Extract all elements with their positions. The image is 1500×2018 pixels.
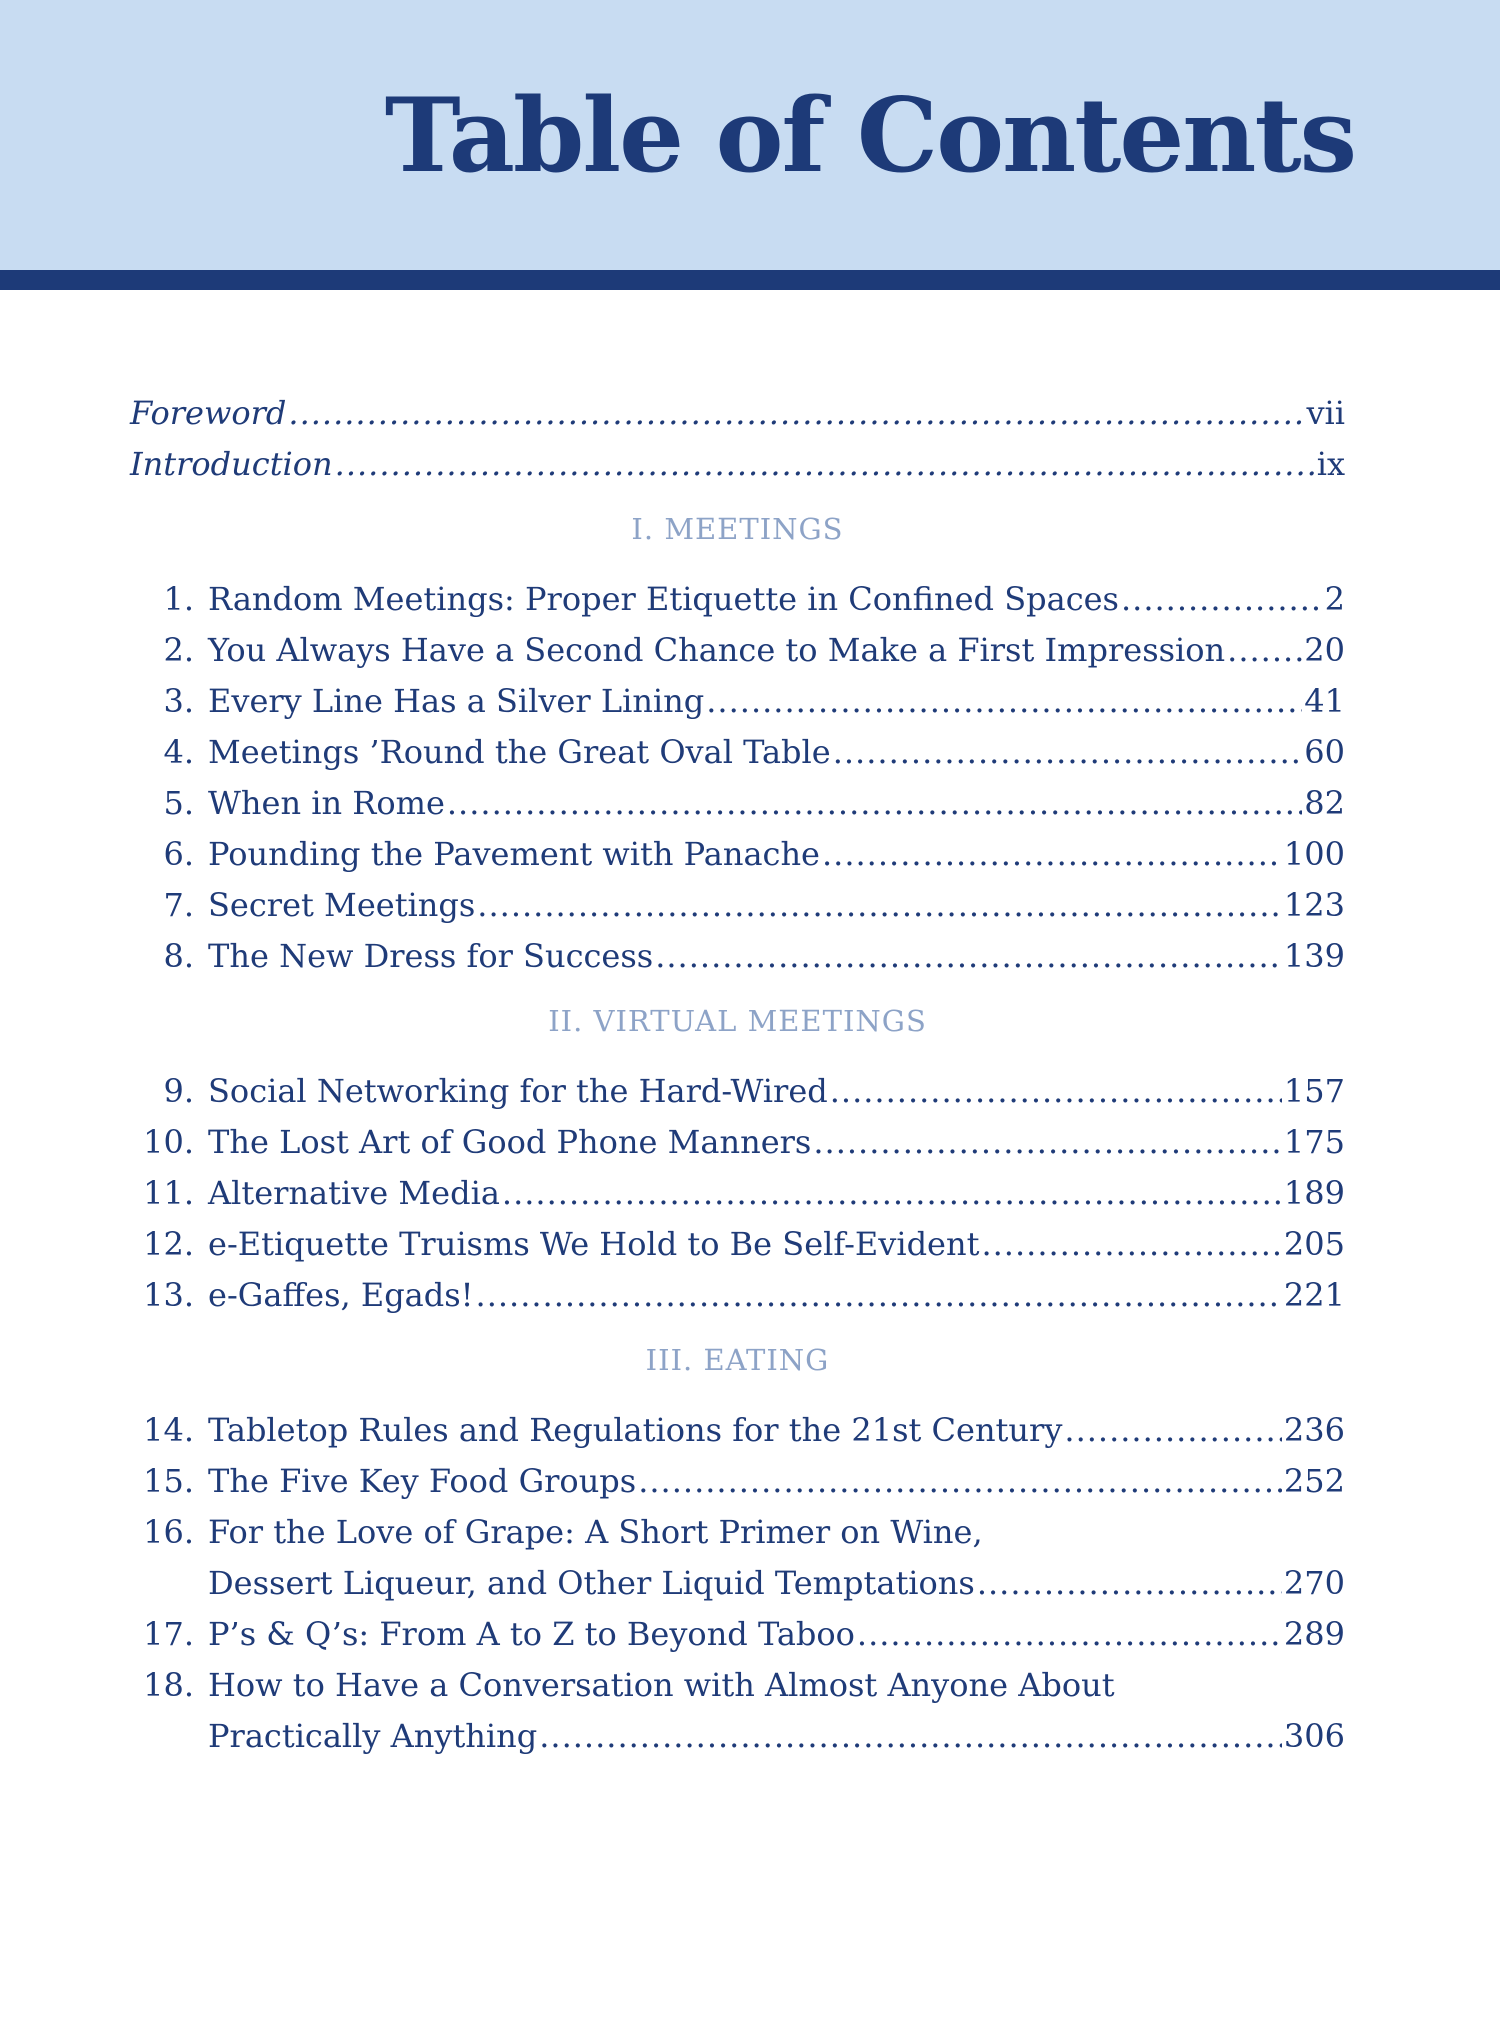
entry-page: 236: [1283, 1411, 1345, 1449]
entry-page: 100: [1283, 835, 1345, 873]
dot-leader: [813, 1117, 1282, 1168]
toc-entry-foreword[interactable]: [130, 388, 1345, 439]
toc-entry-10[interactable]: [130, 1117, 1345, 1168]
dot-leader: [476, 1270, 1282, 1321]
toc-entry-14[interactable]: [130, 1405, 1345, 1456]
entry-page: 205: [1283, 1225, 1345, 1263]
entry-title: e-Etiquette Truisms We Hold to Be Self-Evident: [208, 1225, 980, 1263]
toc-entry-16-continued[interactable]: [130, 1558, 1345, 1609]
entry-title: The New Dress for Success: [208, 937, 654, 975]
entry-title: Pounding the Pavement with Panache: [208, 835, 820, 873]
entry-title: e-Gaffes, Egads!: [208, 1276, 474, 1314]
entry-page: ix: [1316, 445, 1345, 483]
entry-number: 18.: [143, 1666, 194, 1704]
dot-leader: [447, 778, 1302, 829]
entry-title: Secret Meetings: [208, 886, 476, 924]
dot-leader: [1121, 574, 1323, 625]
dot-leader: [477, 880, 1282, 931]
entry-title: Foreword: [130, 394, 287, 432]
dot-leader: [822, 829, 1282, 880]
dot-leader: [981, 1219, 1281, 1270]
dot-leader: [1227, 625, 1302, 676]
entry-number: 4.: [163, 733, 194, 771]
dot-leader: [288, 388, 1304, 439]
toc-entry-1[interactable]: [130, 574, 1345, 625]
toc-entry-introduction[interactable]: [130, 439, 1345, 490]
entry-page: 20: [1304, 631, 1345, 669]
header-band: [0, 0, 1500, 270]
entry-title: For the Love of Grape: A Short Primer on Wine,: [208, 1513, 983, 1551]
entry-title: When in Rome: [208, 784, 445, 822]
toc-entry-12[interactable]: [130, 1219, 1345, 1270]
entry-number: 7.: [163, 886, 194, 924]
entry-number: 9.: [163, 1072, 194, 1110]
entry-number: 1.: [163, 580, 194, 618]
table-of-contents: [130, 388, 1345, 1762]
entry-title-continued: Dessert Liqueur, and Other Liquid Temptations: [208, 1564, 975, 1602]
entry-number: 5.: [163, 784, 194, 822]
toc-entry-7[interactable]: [130, 880, 1345, 931]
toc-entry-4[interactable]: [130, 727, 1345, 778]
entry-number: 6.: [163, 835, 194, 873]
entry-number: 15.: [143, 1462, 194, 1500]
entry-number: 11.: [143, 1174, 194, 1212]
dot-leader: [655, 931, 1282, 982]
entry-page: 82: [1304, 784, 1345, 822]
entry-number: 10.: [143, 1123, 194, 1161]
entry-page: 175: [1283, 1123, 1345, 1161]
entry-page: vii: [1306, 394, 1345, 432]
entry-page: 252: [1283, 1462, 1345, 1500]
toc-entry-11[interactable]: [130, 1168, 1345, 1219]
entry-title-continued: Practically Anything: [208, 1717, 538, 1755]
entry-title: The Lost Art of Good Phone Manners: [208, 1123, 812, 1161]
entry-page: 2: [1324, 580, 1345, 618]
entry-number: 8.: [163, 937, 194, 975]
entry-title: Random Meetings: Proper Etiquette in Confined Spaces: [208, 580, 1119, 618]
entry-title: Alternative Media: [208, 1174, 500, 1212]
dot-leader: [830, 1066, 1282, 1117]
entry-title: Meetings ’Round the Great Oval Table: [208, 733, 831, 771]
dot-leader: [977, 1558, 1282, 1609]
dot-leader: [539, 1711, 1282, 1762]
entry-title: Tabletop Rules and Regulations for the 21st Century: [208, 1411, 1063, 1449]
toc-entry-6[interactable]: [130, 829, 1345, 880]
entry-title: You Always Have a Second Chance to Make a First Impression: [208, 631, 1226, 669]
entry-number: 3.: [163, 682, 194, 720]
entry-page: 157: [1283, 1072, 1345, 1110]
entry-title: Introduction: [130, 445, 333, 483]
entry-number: 16.: [143, 1513, 194, 1551]
entry-title: Every Line Has a Silver Lining: [208, 682, 705, 720]
entry-page: 289: [1283, 1615, 1345, 1653]
toc-entry-18[interactable]: [130, 1660, 1345, 1711]
toc-entry-18-continued[interactable]: [130, 1711, 1345, 1762]
entry-page: 60: [1304, 733, 1345, 771]
entry-number: 2.: [163, 631, 194, 669]
toc-entry-17[interactable]: [130, 1609, 1345, 1660]
entry-page: 306: [1283, 1717, 1345, 1755]
entry-page: 123: [1283, 886, 1345, 924]
toc-entry-2[interactable]: [130, 625, 1345, 676]
entry-title: How to Have a Conversation with Almost Anyone About: [208, 1666, 1115, 1704]
header-rule: [0, 270, 1500, 290]
entry-page: 270: [1283, 1564, 1345, 1602]
toc-entry-9[interactable]: [130, 1066, 1345, 1117]
section-heading-virtual-meetings: II. VIRTUAL MEETINGS: [548, 1004, 927, 1038]
entry-page: 221: [1283, 1276, 1345, 1314]
dot-leader: [1064, 1405, 1282, 1456]
dot-leader: [502, 1168, 1282, 1219]
entry-title: P’s & Q’s: From A to Z to Beyond Taboo: [208, 1615, 855, 1653]
entry-number: 17.: [143, 1615, 194, 1653]
toc-entry-16[interactable]: [130, 1507, 1345, 1558]
entry-number: 12.: [143, 1225, 194, 1263]
entry-number: 14.: [143, 1411, 194, 1449]
toc-entry-13[interactable]: [130, 1270, 1345, 1321]
entry-page: 189: [1283, 1174, 1345, 1212]
dot-leader: [638, 1456, 1282, 1507]
dot-leader: [857, 1609, 1282, 1660]
dot-leader: [833, 727, 1303, 778]
toc-entry-5[interactable]: [130, 778, 1345, 829]
toc-entry-15[interactable]: [130, 1456, 1345, 1507]
section-heading-meetings: I. MEETINGS: [631, 512, 844, 546]
page-title: Table of Contents: [384, 76, 1355, 196]
entry-title: The Five Key Food Groups: [208, 1462, 637, 1500]
entry-title: Social Networking for the Hard-Wired: [208, 1072, 828, 1110]
dot-leader: [706, 676, 1302, 727]
entry-page: 41: [1304, 682, 1345, 720]
section-heading-eating: III. EATING: [645, 1343, 830, 1377]
entry-page: 139: [1283, 937, 1345, 975]
dot-leader: [335, 439, 1315, 490]
toc-entry-8[interactable]: [130, 931, 1345, 982]
toc-entry-3[interactable]: [130, 676, 1345, 727]
entry-number: 13.: [143, 1276, 194, 1314]
